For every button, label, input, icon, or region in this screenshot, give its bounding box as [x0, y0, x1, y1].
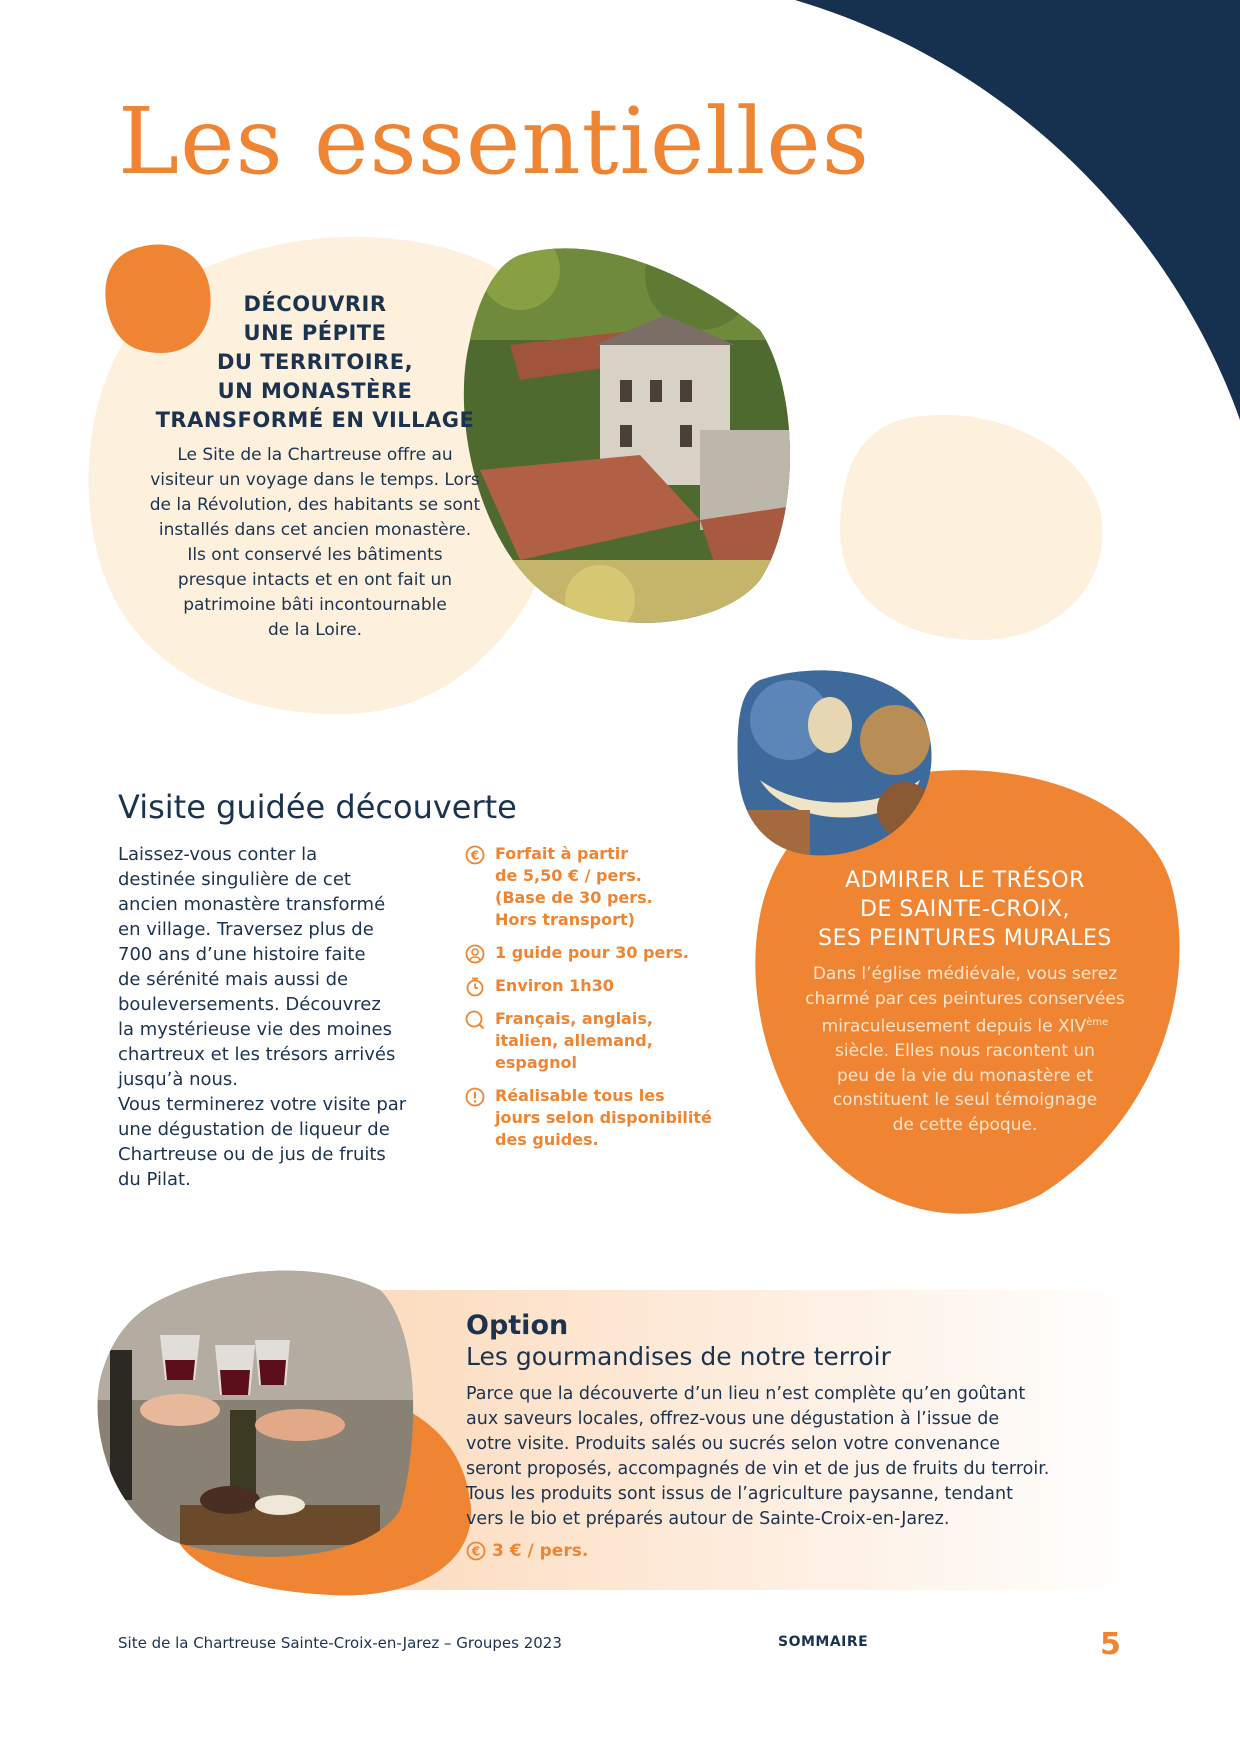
- monastery-heading-line: DÉCOUVRIR: [243, 292, 387, 316]
- text-fragment: miraculeusement depuis le XIV: [821, 1016, 1087, 1037]
- page-number: 5: [1100, 1627, 1121, 1662]
- text-line: Chartreuse ou de jus de fruits: [118, 1144, 386, 1165]
- text-line: une dégustation de liqueur de: [118, 1119, 390, 1140]
- info-item-price: [465, 843, 725, 931]
- stopwatch-icon: [465, 977, 485, 997]
- info-item-duration: [465, 975, 725, 997]
- option-price: [466, 1541, 588, 1561]
- monastery-heading-line: UNE PÉPITE: [243, 321, 387, 345]
- monastery-heading-line: UN MONASTÈRE: [217, 379, 413, 403]
- text-line: Laissez-vous conter la: [118, 844, 318, 865]
- person-icon: [465, 944, 485, 964]
- text-line: charmé par ces peintures conservées: [805, 988, 1125, 1009]
- text-line: de la Loire.: [268, 620, 362, 640]
- text-line: patrimoine bâti incontournable: [183, 595, 447, 615]
- text-line: Vous terminerez votre visite par: [118, 1094, 407, 1115]
- monastery-heading-line: DU TERRITOIRE,: [216, 350, 414, 374]
- info-line: des guides.: [495, 1130, 599, 1149]
- euro-icon: [465, 845, 485, 865]
- text-line: Parce que la découverte d’un lieu n’est complète qu’en goûtant: [466, 1384, 1026, 1404]
- info-line: Environ 1h30: [495, 976, 614, 995]
- treasure-heading-line: DE SAINTE-CROIX,: [860, 897, 1070, 922]
- text-line: ancien monastère transformé: [118, 894, 386, 915]
- visit-text: [118, 842, 438, 1192]
- text-line: jusqu’à nous.: [118, 1069, 239, 1090]
- warning-icon: [465, 1087, 485, 1107]
- info-line: 1 guide pour 30 pers.: [495, 943, 689, 962]
- info-line: Forfait à partir: [495, 844, 629, 863]
- text-line: installés dans cet ancien monastère.: [158, 520, 472, 540]
- text-line: presque intacts et en ont fait un: [177, 570, 453, 590]
- info-line: espagnol: [495, 1053, 577, 1072]
- option-heading: Option: [466, 1310, 569, 1341]
- svg-text:€: €: [471, 1544, 481, 1559]
- text-line: de la Révolution, des habitants se sont: [149, 495, 481, 515]
- text-line: bouleversements. Découvrez: [118, 994, 381, 1015]
- text-line: destinée singulière de cet: [118, 869, 351, 890]
- text-line: du Pilat.: [118, 1169, 191, 1190]
- monastery-text: [115, 443, 515, 643]
- info-item-languages: [465, 1008, 725, 1074]
- page-title: Les essentielles: [118, 88, 870, 195]
- text-line: de sérénité mais aussi de: [118, 969, 349, 990]
- text-line: Le Site de la Chartreuse offre au: [177, 445, 453, 465]
- info-line: (Base de 30 pers.: [495, 888, 653, 907]
- text-line: constituent le seul témoignage: [832, 1090, 1098, 1111]
- cream-blob-small: [840, 415, 1102, 640]
- visit-info-list: [465, 843, 725, 1162]
- treasure-text: [760, 962, 1170, 1137]
- text-line: Tous les produits sont issus de l’agriculture paysanne, tendant: [466, 1484, 1013, 1504]
- footer-title: Site de la Chartreuse Sainte-Croix-en-Jarez – Groupes 2023: [118, 1634, 562, 1652]
- text-line: votre visite. Produits salés ou sucrés selon votre convenance: [466, 1434, 1000, 1454]
- text-line: visiteur un voyage dans le temps. Lors: [150, 470, 480, 490]
- superscript: ème: [1086, 1017, 1109, 1028]
- info-item-guide: [465, 942, 725, 964]
- text-line: siècle. Elles nous racontent un: [835, 1041, 1095, 1062]
- treasure-heading-line: ADMIRER LE TRÉSOR: [845, 868, 1085, 893]
- table-of-contents-link[interactable]: SOMMAIRE: [778, 1634, 869, 1650]
- monastery-heading-line: TRANSFORMÉ EN VILLAGE: [155, 408, 475, 432]
- info-line: Réalisable tous les: [495, 1086, 665, 1105]
- text-line: vers le bio et préparés autour de Sainte-Croix-en-Jarez.: [466, 1509, 950, 1529]
- visit-heading: Visite guidée découverte: [118, 788, 517, 826]
- treasure-heading: [740, 866, 1190, 953]
- text-line: [760, 1011, 1170, 1039]
- info-line: jours selon disponibilité: [495, 1108, 712, 1127]
- text-line: chartreux et les trésors arrivés: [118, 1044, 396, 1065]
- text-line: aux saveurs locales, offrez-vous une dégustation à l’issue de: [466, 1409, 1000, 1429]
- option-subheading: Les gourmandises de notre terroir: [466, 1342, 891, 1371]
- speech-bubble-icon: [465, 1010, 485, 1030]
- info-line: de 5,50 € / pers.: [495, 866, 642, 885]
- info-line: Français, anglais,: [495, 1009, 653, 1028]
- text-line: 700 ans d’une histoire faite: [118, 944, 366, 965]
- text-line: de cette époque.: [892, 1114, 1038, 1135]
- text-line: Dans l’église médiévale, vous serez: [812, 964, 1118, 984]
- text-line: en village. Traversez plus de: [118, 919, 374, 940]
- monastery-heading: [115, 290, 515, 435]
- info-line: italien, allemand,: [495, 1031, 653, 1050]
- price-text: 3 € / pers.: [492, 1541, 589, 1561]
- euro-icon: [466, 1541, 486, 1561]
- info-line: Hors transport): [495, 910, 635, 929]
- navy-corner-shape: [795, 0, 1240, 420]
- treasure-heading-line: SES PEINTURES MURALES: [818, 926, 1112, 951]
- text-line: la mystérieuse vie des moines: [118, 1019, 392, 1040]
- info-item-availability: [465, 1085, 725, 1151]
- svg-text:€: €: [470, 848, 480, 863]
- option-text: [466, 1382, 1106, 1532]
- text-line: Ils ont conservé les bâtiments: [187, 545, 443, 565]
- text-line: seront proposés, accompagnés de vin et de jus de fruits du terroir.: [466, 1459, 1050, 1479]
- text-line: peu de la vie du monastère et: [837, 1065, 1093, 1086]
